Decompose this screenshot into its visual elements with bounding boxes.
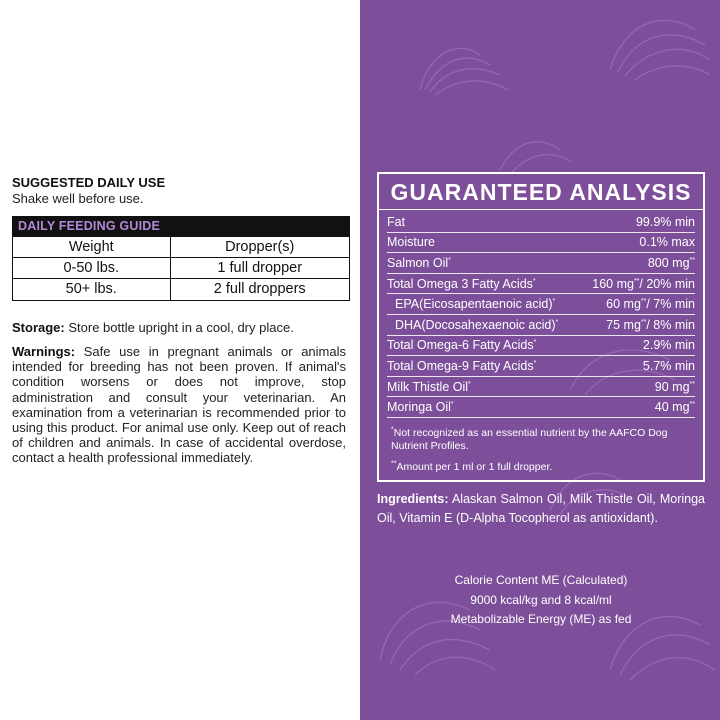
calorie-line: 9000 kcal/kg and 8 kcal/ml <box>470 592 612 607</box>
table-cell-droppers: 2 full droppers <box>170 279 349 300</box>
nutrient-value <box>592 277 695 291</box>
nutrient-name-text: Salmon Oil <box>387 255 449 270</box>
calorie-line: Metabolizable Energy (ME) as fed <box>450 612 632 626</box>
nutrient-value <box>648 256 695 270</box>
nutrient-name <box>387 400 454 414</box>
footnote-star: * <box>391 426 394 434</box>
nutrient-value <box>655 380 695 394</box>
footnote-marker: ** <box>633 277 640 285</box>
nutrient-value <box>606 297 695 311</box>
ingredients-paragraph <box>377 490 705 528</box>
footnote-single-star <box>379 418 703 453</box>
nutrient-name <box>387 277 536 291</box>
nutrient-name-text: Total Omega-9 Fatty Acids <box>387 358 534 373</box>
nutrient-value-text: 40 mg <box>654 400 690 415</box>
nutrient-value-percent: / 8% min <box>646 317 695 332</box>
nutrient-value <box>643 338 695 352</box>
nutrient-value-text: 5.7% min <box>642 358 695 373</box>
nutrient-value-text: 0.1% max <box>639 235 695 250</box>
table-cell-droppers: 1 full dropper <box>170 258 349 279</box>
nutrient-name-text: Moringa Oil <box>387 400 451 415</box>
analysis-row <box>387 377 695 398</box>
nutrient-name <box>387 297 555 311</box>
column-header-droppers: Dropper(s) <box>170 237 349 258</box>
nutrient-name <box>387 235 435 249</box>
footnote-marker: * <box>555 318 559 326</box>
footnote-text: Amount per 1 ml or 1 full dropper. <box>396 460 553 473</box>
table-cell-weight: 50+ lbs. <box>13 279 170 300</box>
warnings-paragraph <box>12 344 346 466</box>
nutrient-name <box>387 338 536 352</box>
nutrient-name-text: DHA(Docosahexaenoic acid) <box>395 317 556 332</box>
nutrient-name <box>387 256 451 270</box>
guaranteed-analysis-box <box>377 172 705 482</box>
analysis-row <box>387 212 695 233</box>
warnings-label: Warnings: <box>12 344 76 359</box>
table-cell-weight: 0-50 lbs. <box>13 258 170 279</box>
nutrient-value <box>636 215 695 229</box>
analysis-panel <box>360 0 720 720</box>
analysis-row <box>387 253 695 274</box>
suggested-use-subheading: Shake well before use. <box>12 191 144 206</box>
footnote-marker: * <box>450 400 454 408</box>
nutrient-value <box>643 359 695 373</box>
calorie-content <box>377 571 705 630</box>
storage-text: Store bottle upright in a cool, dry place. <box>64 320 294 335</box>
guaranteed-analysis-title: GUARANTEED ANALYSIS <box>379 174 703 210</box>
footnote-double-star <box>379 453 703 473</box>
analysis-row <box>387 356 695 377</box>
nutrient-name-text: EPA(Eicosapentaenoic acid) <box>395 297 553 312</box>
footnote-marker: ** <box>689 380 695 388</box>
suggested-use-heading: SUGGESTED DAILY USE <box>12 175 166 190</box>
analysis-row <box>387 315 695 336</box>
footnote-marker: * <box>552 298 556 306</box>
storage-label: Storage: <box>12 320 65 335</box>
footnote-marker: ** <box>689 400 695 408</box>
footnote-text: Not recognized as an essential nutrient by the AAFCO Dog Nutrient Profiles. <box>391 426 668 452</box>
nutrient-name-text: Moisture <box>387 235 435 250</box>
table-header-row <box>13 237 349 258</box>
table-row <box>13 279 349 300</box>
footnote-marker: * <box>533 359 537 367</box>
feeding-guide-table <box>12 216 350 301</box>
analysis-rows <box>379 212 703 418</box>
nutrient-value <box>655 400 695 414</box>
footnote-marker: * <box>533 339 537 347</box>
ingredients-label: Ingredients: <box>377 492 449 506</box>
footnote-marker: * <box>448 256 451 264</box>
nutrient-value-percent: / 7% min <box>646 297 695 312</box>
footnote-marker: ** <box>689 256 695 264</box>
nutrient-name <box>387 359 536 373</box>
footnote-marker: ** <box>640 298 647 306</box>
table-row <box>13 258 349 279</box>
storage-paragraph <box>12 320 346 335</box>
calorie-line: Calorie Content ME (Calculated) <box>454 573 628 587</box>
nutrient-value-text: 2.9% min <box>642 338 695 353</box>
footnote-star: ** <box>391 460 397 468</box>
column-header-weight: Weight <box>13 237 170 258</box>
nutrient-name <box>387 380 471 394</box>
nutrient-value-text: 99.9% min <box>635 214 695 229</box>
nutrient-value-text: 75 mg <box>606 317 641 332</box>
nutrient-value-text: 800 mg <box>647 255 690 270</box>
nutrient-value <box>639 235 695 249</box>
nutrient-name-text: Milk Thistle Oil <box>387 379 469 394</box>
analysis-row <box>387 336 695 357</box>
nutrient-name <box>387 215 405 229</box>
analysis-row <box>387 274 695 295</box>
nutrient-name <box>387 318 558 332</box>
nutrient-value <box>606 318 695 332</box>
nutrient-value-text: 160 mg <box>592 276 634 291</box>
analysis-row <box>387 294 695 315</box>
analysis-row <box>387 233 695 254</box>
nutrient-value-text: 90 mg <box>654 379 690 394</box>
feeding-guide-title: DAILY FEEDING GUIDE <box>13 217 349 236</box>
nutrient-value-text: 60 mg <box>606 297 641 312</box>
footnote-marker: * <box>532 277 536 285</box>
footnote-marker: ** <box>640 318 647 326</box>
footnote-marker: * <box>468 380 471 388</box>
nutrient-name-text: Total Omega 3 Fatty Acids <box>387 276 533 291</box>
nutrient-name-text: Total Omega-6 Fatty Acids <box>387 338 534 353</box>
nutrient-name-text: Fat <box>387 214 406 229</box>
warnings-text: Safe use in pregnant animals or animals intended for breeding has not been proven. If animal's condition worsens or does not improve, stop administration and consult your veterinarian. An examination from a veterinarian is recommended prior to using this product. For animal use only. Keep out of reach of children and animals. In case of accidental overdose, contact a health professional immediately. <box>12 344 346 466</box>
nutrient-value-percent: / 20% min <box>639 276 695 291</box>
ingredients-text: Alaskan Salmon Oil, Milk Thistle Oil, Moringa Oil, Vitamin E (D-Alpha Tocopherol as antioxidant). <box>377 492 705 525</box>
analysis-row <box>387 397 695 418</box>
